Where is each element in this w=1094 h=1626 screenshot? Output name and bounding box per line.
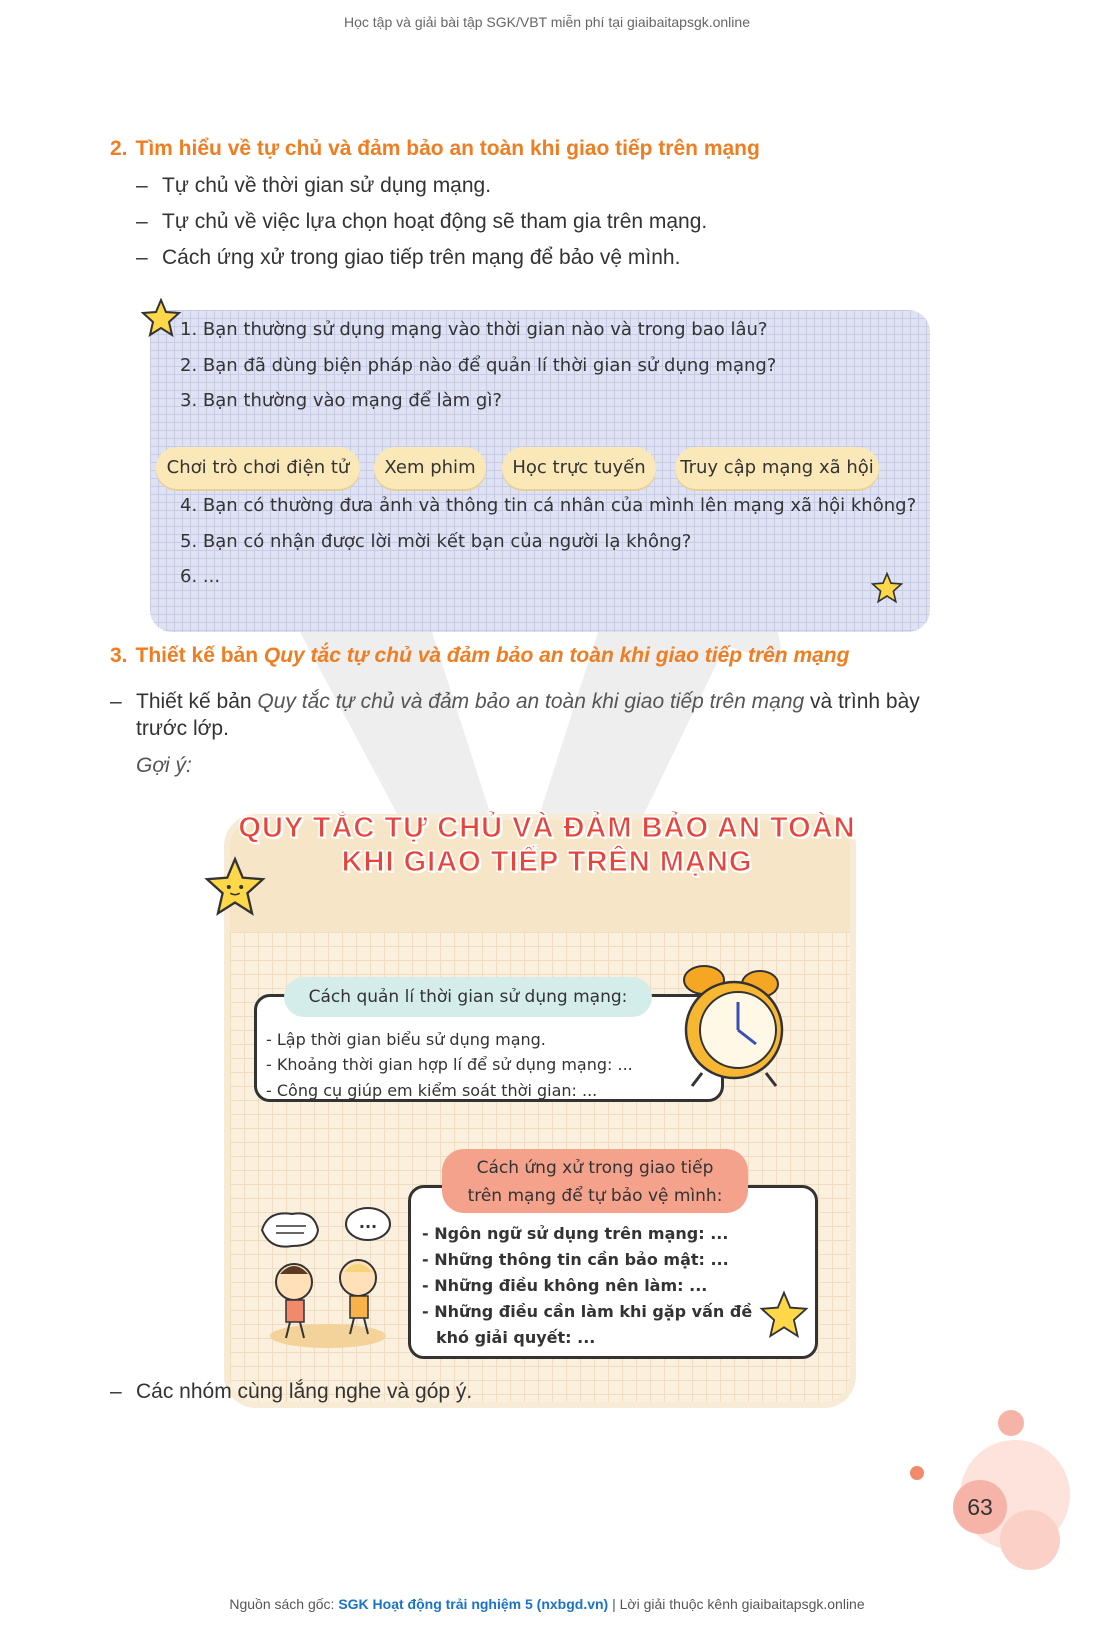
question: 3. Bạn thường vào mạng để làm gì? xyxy=(180,390,502,411)
poster-title-line-2: KHI GIAO TIẾP TRÊN MẠNG xyxy=(341,846,753,878)
star-icon xyxy=(202,856,268,918)
tag-line: Cách ứng xử trong giao tiếp xyxy=(476,1158,714,1178)
bullet-italic: Quy tắc tự chủ và đảm bảo an toàn khi giao tiếp trên mạng xyxy=(257,690,805,713)
tag-line: trên mạng để tự bảo vệ mình: xyxy=(467,1186,723,1206)
bullet-text: Cách ứng xử trong giao tiếp trên mạng để bảo vệ mình. xyxy=(162,246,681,269)
site-footer xyxy=(0,1596,1094,1612)
question: 6. ... xyxy=(180,566,221,587)
footer-book-link[interactable]: SGK Hoạt động trải nghiệm 5 (nxbgd.vn) xyxy=(338,1596,609,1612)
bullet-item: – Thiết kế bản Quy tắc tự chủ và đảm bảo an toàn khi giao tiếp trên mạng và trình bày xyxy=(110,690,920,713)
footer-prefix: Nguồn sách gốc: xyxy=(229,1596,339,1612)
alarm-clock-icon xyxy=(662,958,792,1088)
card-line: - Những thông tin cần bảo mật: ... xyxy=(422,1250,729,1269)
bullet-text: Tự chủ về việc lựa chọn hoạt động sẽ tham gia trên mạng. xyxy=(162,210,708,233)
star-icon xyxy=(870,572,904,604)
section-number: 2. xyxy=(110,137,128,160)
star-icon xyxy=(140,298,182,338)
star-icon xyxy=(758,1290,810,1340)
decor-circle xyxy=(1000,1510,1060,1570)
option-pill: Xem phim xyxy=(374,447,486,489)
bullet-text: và trình bày xyxy=(804,690,920,713)
decor-circle xyxy=(910,1466,924,1480)
question: 4. Bạn có thường đưa ảnh và thông tin cá nhân của mình lên mạng xã hội không? xyxy=(180,495,917,516)
bullet-item: – Cách ứng xử trong giao tiếp trên mạng để bảo vệ mình. xyxy=(136,246,681,269)
card-line: - Lập thời gian biểu sử dụng mạng. xyxy=(266,1030,546,1049)
bullet-text: Thiết kế bản xyxy=(136,690,258,713)
bullet-item: – Tự chủ về thời gian sử dụng mạng. xyxy=(136,174,492,197)
poster-title-line-1: QUY TẮC TỰ CHỦ VÀ ĐẢM BẢO AN TOÀN xyxy=(238,812,856,844)
bullet-item: – Tự chủ về việc lựa chọn hoạt động sẽ tham gia trên mạng. xyxy=(136,210,708,233)
card-line: - Những điều không nên làm: ... xyxy=(422,1276,708,1295)
decor-circle xyxy=(998,1410,1024,1436)
online-behavior-tag xyxy=(442,1149,748,1213)
bullet-text: Tự chủ về thời gian sử dụng mạng. xyxy=(162,174,492,197)
option-pill: Học trực tuyến xyxy=(502,447,656,489)
option-pill: Chơi trò chơi điện tử xyxy=(156,447,360,489)
page-number: 63 xyxy=(953,1480,1007,1534)
card-line: - Ngôn ngữ sử dụng trên mạng: ... xyxy=(422,1224,729,1243)
option-pill: Truy cập mạng xã hội xyxy=(675,447,879,489)
site-header: Học tập và giải bài tập SGK/VBT miễn phí tại giaibaitapsgk.online xyxy=(344,14,750,30)
card-line: - Khoảng thời gian hợp lí để sử dụng mạng: ... xyxy=(266,1055,633,1074)
question: 1. Bạn thường sử dụng mạng vào thời gian nào và trong bao lâu? xyxy=(180,319,768,340)
section-title-italic: Quy tắc tự chủ và đảm bảo an toàn khi giao tiếp trên mạng xyxy=(263,644,850,667)
bullet-text: Các nhóm cùng lắng nghe và góp ý. xyxy=(136,1380,473,1403)
section-2-heading xyxy=(110,137,760,161)
card-line: - Những điều cần làm khi gặp vấn đề xyxy=(422,1302,753,1321)
section-number: 3. xyxy=(110,644,128,667)
card-line: khó giải quyết: ... xyxy=(436,1328,596,1347)
section-title: Tìm hiểu về tự chủ và đảm bảo an toàn khi giao tiếp trên mạng xyxy=(135,137,760,160)
hint-label: Gợi ý: xyxy=(136,754,192,777)
bullet-item: – Các nhóm cùng lắng nghe và góp ý. xyxy=(110,1380,473,1403)
card-line: - Công cụ giúp em kiểm soát thời gian: ... xyxy=(266,1081,598,1100)
bullet-continuation: trước lớp. xyxy=(136,717,229,740)
footer-suffix: | Lời giải thuộc kênh giaibaitapsgk.online xyxy=(608,1596,865,1612)
section-3-heading xyxy=(110,644,849,668)
time-management-tag: Cách quản lí thời gian sử dụng mạng: xyxy=(284,977,652,1017)
question: 5. Bạn có nhận được lời mời kết bạn của người lạ không? xyxy=(180,531,692,552)
children-illustration xyxy=(258,1206,408,1356)
section-title: Thiết kế bản xyxy=(135,644,264,667)
question: 2. Bạn đã dùng biện pháp nào để quản lí thời gian sử dụng mạng? xyxy=(180,355,777,376)
speech-bubble-text: ... xyxy=(358,1213,378,1232)
